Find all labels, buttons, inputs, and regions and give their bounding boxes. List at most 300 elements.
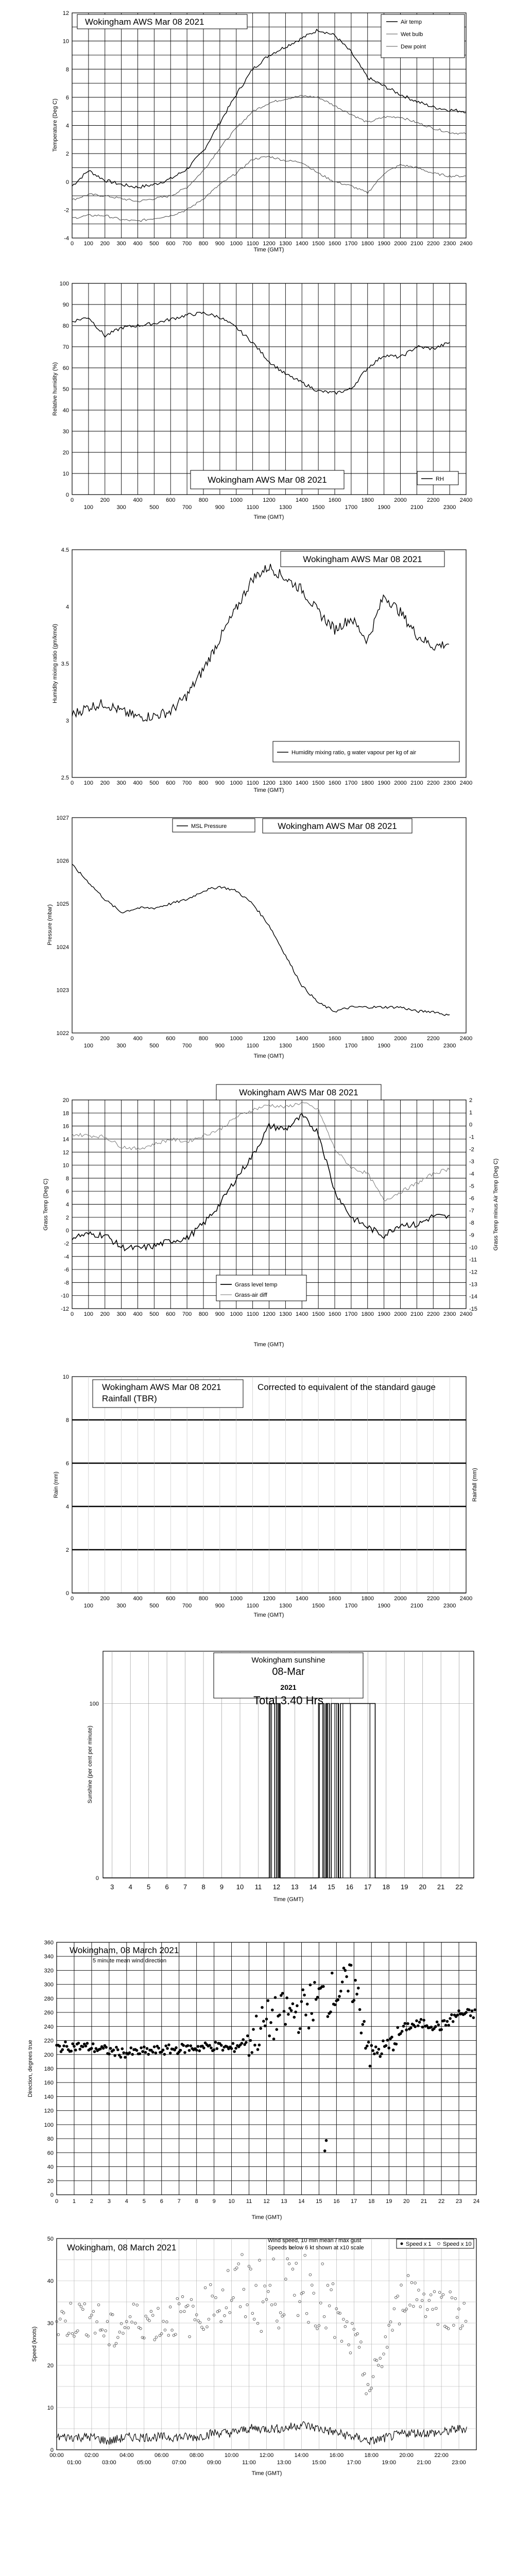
direction-point [108,2053,111,2056]
x-axis-label: Time (GMT) [253,1612,284,1618]
x-tick-label: 2000 [394,780,407,786]
y-tick-label: 0 [469,1122,473,1128]
direction-point [316,1996,319,1999]
direction-point [323,2149,327,2153]
y-tick-label: 70 [62,344,69,350]
x-tick-label: 17:00 [347,2460,362,2466]
direction-point [258,2044,261,2047]
direction-point [62,2044,65,2047]
y-tick-label: 320 [44,1968,54,1974]
x-tick-label: 19 [400,1883,408,1891]
direction-point [113,2054,116,2057]
x-axis-label: Time (GMT) [253,787,284,793]
direction-point [358,2008,362,2011]
x-tick-label: 600 [166,241,176,247]
y-tick-label: 18 [62,1110,69,1117]
y-tick-label: 240 [44,2024,54,2030]
legend-label: Dew point [401,44,426,50]
legend-label: MSL Pressure [191,823,227,829]
direction-point [405,2028,408,2031]
x-tick-label: 10 [236,1883,244,1891]
y-tick-label: 1025 [56,901,69,908]
x-tick-label: 18 [382,1883,390,1891]
direction-point [421,2026,424,2029]
y-tick-label: 10 [62,38,69,45]
x-tick-label: 900 [215,241,225,247]
y-tick-label: 10 [62,1374,69,1380]
y-tick-label: 180 [44,2066,54,2072]
direction-point [186,2044,190,2047]
direction-point [71,2042,74,2045]
direction-point [336,1998,339,2002]
x-tick-label: 0 [70,1311,74,1317]
legend-swatch [401,2243,403,2245]
x-tick-label: 200 [100,1036,110,1042]
x-tick-labels [55,2198,479,2205]
direction-point [276,2028,279,2031]
y-tick-labels [57,815,69,1037]
x-tick-label: 11 [254,1883,262,1891]
x-tick-label: 2000 [394,1596,407,1602]
x-tick-label: 12 [263,2198,270,2205]
x-tick-label: 1100 [246,1043,259,1049]
legend-items [277,750,416,756]
x-tick-label: 1000 [230,780,243,786]
x-tick-label: 12:00 [259,2452,274,2459]
direction-point [370,2044,373,2047]
y-tick-labels [63,1374,69,1597]
y2-axis-label: Grass Temp minus Air Temp (Deg C) [493,1158,499,1251]
x-tick-label: 06:00 [154,2452,169,2459]
direction-point [456,2013,459,2016]
y-tick-label: -15 [469,1306,477,1312]
direction-point [406,2022,409,2025]
y-tick-label: 40 [47,2164,54,2171]
x-tick-label: 0 [70,241,74,247]
y-tick-label: -8 [64,1280,69,1286]
direction-point [102,2047,105,2050]
x-tick-label: 17 [364,1883,372,1891]
x-tick-label: 1200 [263,497,276,503]
direction-point [144,2051,147,2054]
direction-point [139,2053,142,2056]
y-tick-label: 80 [47,2136,54,2143]
direction-point [73,2045,76,2048]
x-tick-label: 900 [215,504,225,511]
y-tick-label: 1026 [56,858,69,865]
x-tick-label: 1500 [312,1043,325,1049]
x-tick-label: 20:00 [399,2452,414,2459]
direction-point [250,2051,253,2054]
direction-point [444,2024,448,2027]
direction-point [119,2056,123,2059]
y-tick-label: 200 [44,2052,54,2058]
y-tick-label: 80 [62,323,69,329]
direction-point [344,1969,347,1972]
y-tick-label: 6 [65,1461,69,1467]
direction-point [290,2009,293,2012]
x-tick-label: 2100 [410,504,423,511]
direction-point [307,2027,311,2030]
x-tick-label: 08:00 [189,2452,204,2459]
x-tick-label: 11 [246,2198,252,2205]
direction-point [396,2026,399,2029]
x-tick-label: 1500 [312,1311,325,1317]
direction-point [469,2014,472,2018]
x-tick-label: 13 [281,2198,287,2205]
legend-label: Grass level temp [235,1282,278,1288]
direction-point [274,1996,277,1999]
chart-subtitle: 5 minute mean wind direction [93,1958,167,1964]
chart-title: Wokingham, 08 March 2021 [67,2243,177,2252]
y-tick-label: 4 [65,1504,69,1510]
direction-point [93,2050,96,2053]
y-tick-label: 0 [95,1875,99,1882]
y-tick-label: 160 [44,2080,54,2087]
direction-point [334,2003,337,2006]
sunshine-total: Total 3.40 Hrs [253,1694,323,1707]
x-tick-label: 900 [215,1311,225,1317]
x-tick-label: 400 [133,780,143,786]
y-tick-label: 10 [47,2405,54,2411]
y-tick-label: 2 [469,1097,473,1104]
x-tick-label: 2400 [459,780,473,786]
direction-point [414,2025,417,2028]
x-tick-label: 1700 [345,1043,358,1049]
x-tick-label: 17 [351,2198,357,2205]
direction-point [140,2046,143,2049]
x-tick-label: 16:00 [329,2452,344,2459]
x-tick-labels [71,1036,472,1049]
y-tick-label: -14 [469,1294,477,1300]
direction-point [234,2047,237,2050]
x-tick-label: 1500 [312,1603,325,1609]
x-tick-label: 700 [182,1043,192,1049]
x-tick-label: 600 [166,1036,176,1042]
x-tick-label: 1900 [377,241,390,247]
x-tick-labels [71,1596,472,1609]
direction-point [350,1964,353,1967]
y-tick-label: -6 [469,1195,474,1202]
x-tick-label: 300 [116,1043,126,1049]
x-tick-label: 1600 [328,1596,341,1602]
x-tick-label: 800 [198,780,209,786]
direction-point [329,2010,332,2013]
x-tick-label: 1600 [328,241,341,247]
y-tick-labels [61,1097,69,1312]
x-tick-label: 2200 [427,497,440,503]
x-tick-label: 1800 [361,497,374,503]
x-tick-label: 21 [421,2198,427,2205]
direction-point [198,2049,201,2053]
direction-point [157,2047,160,2050]
y-tick-label: 280 [44,1995,54,2002]
y-tick-label: 2 [65,1547,69,1553]
x-tick-label: 1100 [246,780,259,786]
x-tick-label: 00:00 [49,2452,64,2459]
direction-point [472,2016,475,2020]
x-tick-label: 12 [272,1883,281,1891]
y-tick-label: 12 [62,10,69,16]
direction-point [447,2024,450,2027]
y-axis-label: Direction, degrees true [27,2040,33,2097]
x-tick-label: 400 [133,1596,143,1602]
x-tick-label: 24 [473,2198,480,2205]
direction-point [371,2049,374,2052]
x-tick-label: 2400 [459,497,473,503]
y-tick-label: -9 [469,1232,474,1239]
direction-point [208,2044,211,2047]
chart-title: Wokingham AWS Mar 08 2021 [303,554,422,564]
x-tick-label: 600 [166,1596,176,1602]
x-tick-label: 300 [116,504,126,511]
y-tick-label: -12 [469,1269,477,1276]
y-tick-label: 10 [62,471,69,477]
direction-point [367,2041,370,2044]
chart-title: Wokingham AWS Mar 08 2021 [102,1382,221,1392]
direction-point [331,1972,334,1975]
direction-point [402,2025,405,2028]
x-tick-label: 1400 [296,497,308,503]
chart-title: Wokingham AWS Mar 08 2021 [208,475,327,485]
direction-point [422,2019,425,2022]
x-tick-label: 2000 [394,241,407,247]
y-tick-label: 14 [62,1136,69,1143]
direction-point [154,2052,158,2055]
x-tick-label: 1100 [246,1311,259,1317]
direction-point [380,2053,383,2056]
x-tick-label: 200 [100,241,110,247]
direction-point [232,2042,235,2045]
x-tick-label: 500 [149,241,159,247]
y-tick-labels [61,547,69,781]
direction-point [245,2041,248,2044]
direction-point [202,2046,205,2049]
x-tick-label: 16 [346,1883,354,1891]
direction-point [210,2046,213,2049]
direction-point [109,2047,112,2050]
legend-label: Wet bulb [401,31,423,38]
legend-label: Speed x 10 [443,2241,472,2247]
x-tick-label: 1600 [328,497,341,503]
y-tick-label: 2 [65,1214,69,1221]
y-tick-label: -13 [469,1281,477,1288]
legend-label: Humidity mixing ratio, g water vapour per kg of air [291,750,417,756]
x-tick-label: 600 [166,1311,176,1317]
x-tick-label: 600 [166,497,176,503]
x-tick-label: 13:00 [277,2460,291,2466]
direction-point [313,1981,316,1984]
x-tick-label: 2300 [443,1311,456,1317]
x-tick-label: 10 [228,2198,235,2205]
direction-point [283,2010,286,2013]
direction-point [417,2024,420,2027]
x-tick-label: 100 [83,1603,94,1609]
direction-point [374,2045,377,2048]
direction-point [188,2049,191,2052]
x-axis-label: Time (GMT) [253,514,284,520]
direction-point [420,2018,423,2021]
x-tick-label: 1800 [361,1596,374,1602]
direction-point [153,2045,156,2048]
direction-point [112,2048,115,2052]
direction-point [79,2048,82,2051]
x-tick-label: 900 [215,1603,225,1609]
y-tick-label: 1027 [56,815,69,821]
x-tick-label: 1300 [279,241,292,247]
x-tick-label: 200 [100,1311,110,1317]
chart-title: Wokingham sunshine [251,1656,325,1665]
y-tick-label: 50 [47,2236,54,2242]
x-tick-label: 8 [195,2198,198,2205]
direction-point [58,2045,61,2048]
direction-point [74,2048,77,2052]
x-tick-label: 1000 [230,241,243,247]
y-tick-label: 0 [65,1228,69,1234]
y-tick-label: 340 [44,1954,54,1960]
x-tick-label: 1000 [230,1596,243,1602]
direction-point [267,1999,270,2002]
direction-point [167,2043,170,2046]
direction-point [452,2020,455,2023]
direction-point [141,2050,144,2053]
direction-point [262,2020,265,2023]
direction-point [366,2044,369,2047]
x-tick-label: 200 [100,780,110,786]
y-tick-labels [44,1940,54,2198]
direction-point [166,2047,169,2050]
direction-point [291,2003,295,2006]
y-tick-label: -12 [61,1306,69,1312]
y-tick-label: 100 [89,1701,99,1707]
direction-point [269,2021,272,2024]
x-tick-label: 2 [90,2198,93,2205]
x-axis-label: Time (GMT) [253,1053,284,1059]
y-axis-label: Speed (knots) [31,2326,38,2362]
x-tick-label: 100 [83,504,94,511]
direction-point [347,1990,350,1993]
y-tick-label: 1024 [56,944,69,951]
y-tick-label: 1 [469,1109,473,1116]
x-tick-label: 20 [419,1883,426,1891]
x-tick-label: 500 [149,1603,159,1609]
mixing-ratio-chart [0,544,515,801]
x-axis-label: Time (GMT) [251,2470,282,2477]
y-tick-label: 90 [62,302,69,308]
y-tick-label: 6 [65,1189,69,1195]
y-tick-label: 20 [47,2178,54,2184]
x-tick-label: 03:00 [102,2460,116,2466]
direction-point [214,2041,217,2044]
chart-note: Corrected to equivalent of the standard gauge [258,1382,436,1392]
y-axis-label: Relative humidity (%) [52,362,58,416]
direction-point [121,2047,124,2050]
y2-axis-label: Rainfall (mm) [472,1468,478,1502]
y-tick-label: -6 [64,1267,69,1274]
direction-point [163,2053,166,2056]
direction-point [440,2028,443,2031]
direction-point [162,2048,165,2052]
direction-point [300,2000,303,2003]
direction-point [233,2050,236,2053]
y-tick-label: -4 [64,235,69,242]
y-tick-label: -11 [469,1257,477,1263]
y-tick-label: 100 [44,2122,54,2128]
x-tick-label: 700 [182,780,192,786]
pressure-chart [0,811,515,1064]
direction-point [404,2022,407,2025]
direction-point [271,2009,274,2012]
direction-point [151,2050,154,2054]
direction-point [256,2048,260,2051]
direction-point [473,2008,476,2011]
x-tick-label: 7 [177,2198,181,2205]
y-tick-label: -8 [469,1220,474,1227]
x-tick-label: 9 [212,2198,216,2205]
direction-point [248,2054,251,2057]
y-tick-label: 4 [65,604,69,611]
y-tick-label: -2 [469,1146,474,1153]
x-tick-label: 1800 [361,241,374,247]
y-tick-label: 2.5 [61,775,69,781]
direction-point [146,2047,149,2050]
y-tick-label: 0 [65,179,69,185]
direction-point [287,2013,290,2016]
x-tick-label: 0 [70,1596,74,1602]
direction-point [246,2035,249,2038]
x-tick-label: 1500 [312,241,325,247]
direction-point [124,2056,127,2059]
x-tick-label: 500 [149,780,159,786]
x-tick-label: 7 [183,1883,187,1891]
x-axis-label: Time (GMT) [253,247,284,253]
legend-label: Air temp [401,19,422,25]
x-tick-label: 18 [368,2198,375,2205]
x-tick-label: 1400 [296,1596,308,1602]
x-tick-label: 700 [182,504,192,511]
x-tick-label: 5 [142,2198,146,2205]
x-tick-label: 1200 [263,1596,276,1602]
y-tick-label: 10 [62,1162,69,1169]
x-tick-label: 600 [166,780,176,786]
direction-point [216,2047,219,2050]
x-tick-label: 1000 [230,497,243,503]
direction-point [415,2020,418,2023]
y-tick-label: 4 [65,1201,69,1208]
rainfall-chart [0,1370,515,1628]
x-tick-label: 15 [328,1883,335,1891]
x-tick-label: 2200 [427,241,440,247]
x-tick-label: 4 [125,2198,128,2205]
x-tick-label: 400 [133,1036,143,1042]
y-tick-label: 1023 [56,987,69,994]
direction-point [182,2044,185,2047]
y-tick-label: 50 [62,386,69,393]
x-tick-label: 2400 [459,1036,473,1042]
x-tick-label: 200 [100,497,110,503]
direction-point [261,2006,264,2009]
x-tick-label: 800 [198,1311,209,1317]
x-tick-label: 19:00 [382,2460,396,2466]
x-axis-label: Time (GMT) [273,1896,304,1903]
x-tick-label: 1300 [279,504,292,511]
direction-point [369,2065,372,2068]
y-tick-label: 6 [65,94,69,101]
y-tick-label: 1022 [56,1030,69,1037]
x-tick-label: 1 [72,2198,76,2205]
x-tick-label: 800 [198,241,209,247]
x-tick-label: 200 [100,1596,110,1602]
